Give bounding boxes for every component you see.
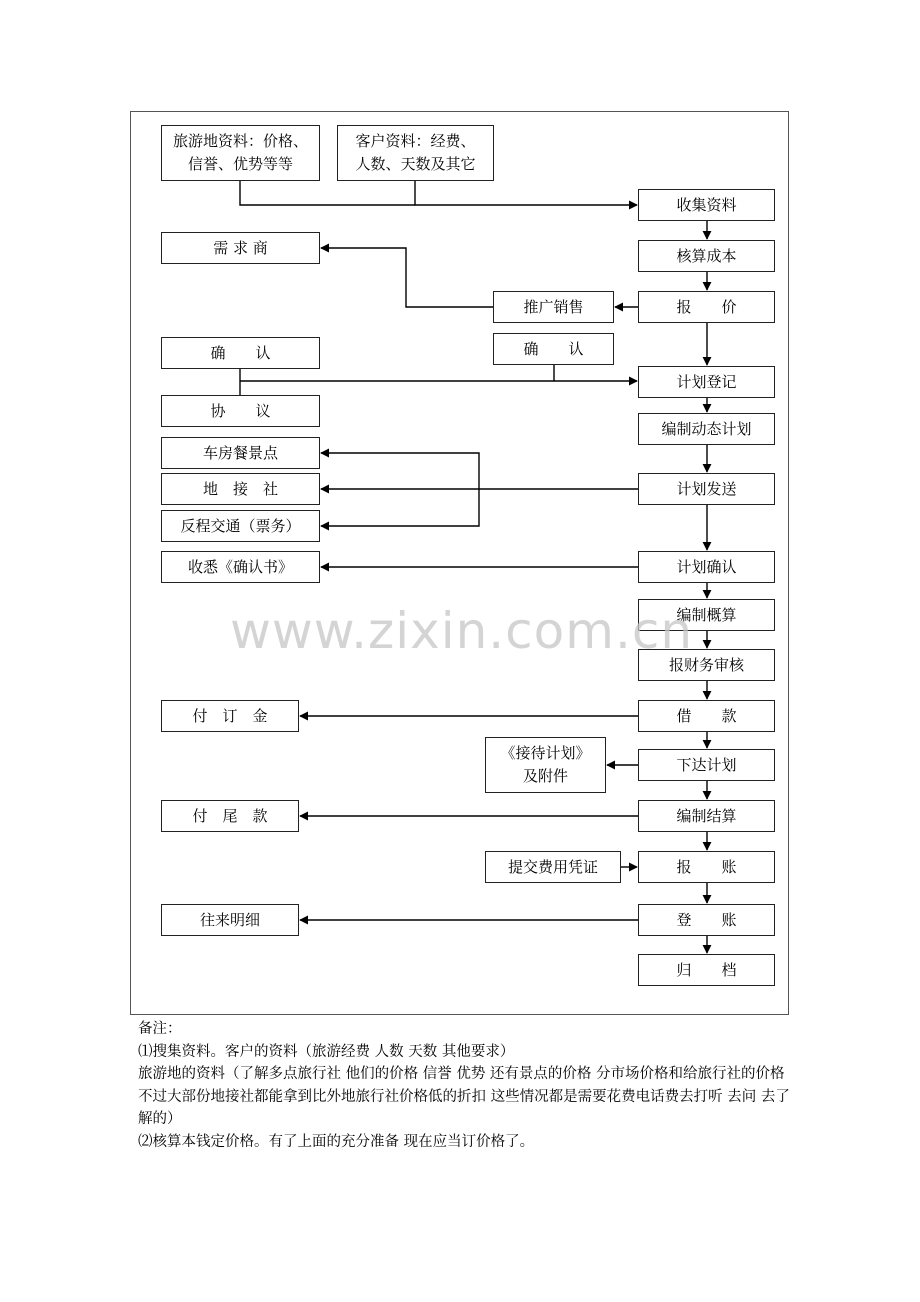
deposit-box: 付 订 金 [161, 700, 299, 732]
plan-confirm-box: 计划确认 [638, 551, 775, 583]
cost-accounting-box: 核算成本 [638, 240, 775, 272]
plan-send-box: 计划发送 [638, 473, 775, 505]
estimate-box: 编制概算 [638, 599, 775, 631]
connector-2 [415, 181, 637, 205]
expense-vouchers-box: 提交费用凭证 [485, 851, 621, 883]
destination-info-box: 旅游地资料：价格、 信誉、优势等等 [161, 125, 320, 181]
connector-18 [321, 248, 493, 307]
vendors-box: 车房餐景点 [161, 437, 320, 469]
notes-line-2: 旅游地的资料（了解多点旅行社 他们的价格 信誉 优势 还有景点的价格 分市场价格和给旅行社的价格 不过大部份地接社都能拿到比外地旅行社价格低的折扣 这些情况都是需要花费电话费去打听 去问 去了解的） [138, 1066, 790, 1127]
notes-line-1: ⑴搜集资料。客户的资料（旅游经费 人数 天数 其他要求） [138, 1043, 515, 1060]
return-transport-box: 反程交通（票务） [161, 510, 320, 542]
demand-box: 需 求 商 [161, 232, 320, 264]
dynamic-plan-box: 编制动态计划 [638, 413, 775, 445]
ledger-details-box: 往来明细 [161, 904, 299, 936]
connector-24 [321, 489, 479, 526]
confirm-left-box: 确 认 [161, 337, 320, 369]
reception-plan-box: 《接待计划》 及附件 [485, 737, 606, 793]
receive-confirmation-box: 收悉《确认书》 [161, 551, 320, 583]
loan-box: 借 款 [638, 700, 775, 732]
quote-box: 报 价 [638, 291, 775, 323]
notes-section [138, 1018, 798, 1153]
final-payment-box: 付 尾 款 [161, 800, 299, 832]
reimburse-box: 报 账 [638, 851, 775, 883]
archive-box: 归 档 [638, 954, 775, 986]
issue-plan-box: 下达计划 [638, 749, 775, 781]
finance-review-box: 报财务审核 [638, 649, 775, 681]
promote-sales-box: 推广销售 [493, 291, 614, 323]
settlement-box: 编制结算 [638, 800, 775, 832]
client-info-box: 客户资料：经费、 人数、天数及其它 [337, 125, 494, 181]
watermark: www.zixin.com.cn [230, 602, 694, 660]
notes-line-3: ⑵核算本钱定价格。有了上面的充分准备 现在应当订价格了。 [138, 1133, 535, 1150]
local-agency-box: 地 接 社 [161, 473, 320, 505]
confirm-mid-box: 确 认 [493, 333, 614, 365]
agreement-box: 协 议 [161, 395, 320, 427]
book-entry-box: 登 账 [638, 904, 775, 936]
collect-info-box: 收集资料 [638, 189, 775, 221]
connector-1 [240, 181, 415, 205]
connector-23 [321, 453, 479, 489]
plan-register-box: 计划登记 [638, 366, 775, 398]
notes-label: 备注： [138, 1021, 182, 1037]
